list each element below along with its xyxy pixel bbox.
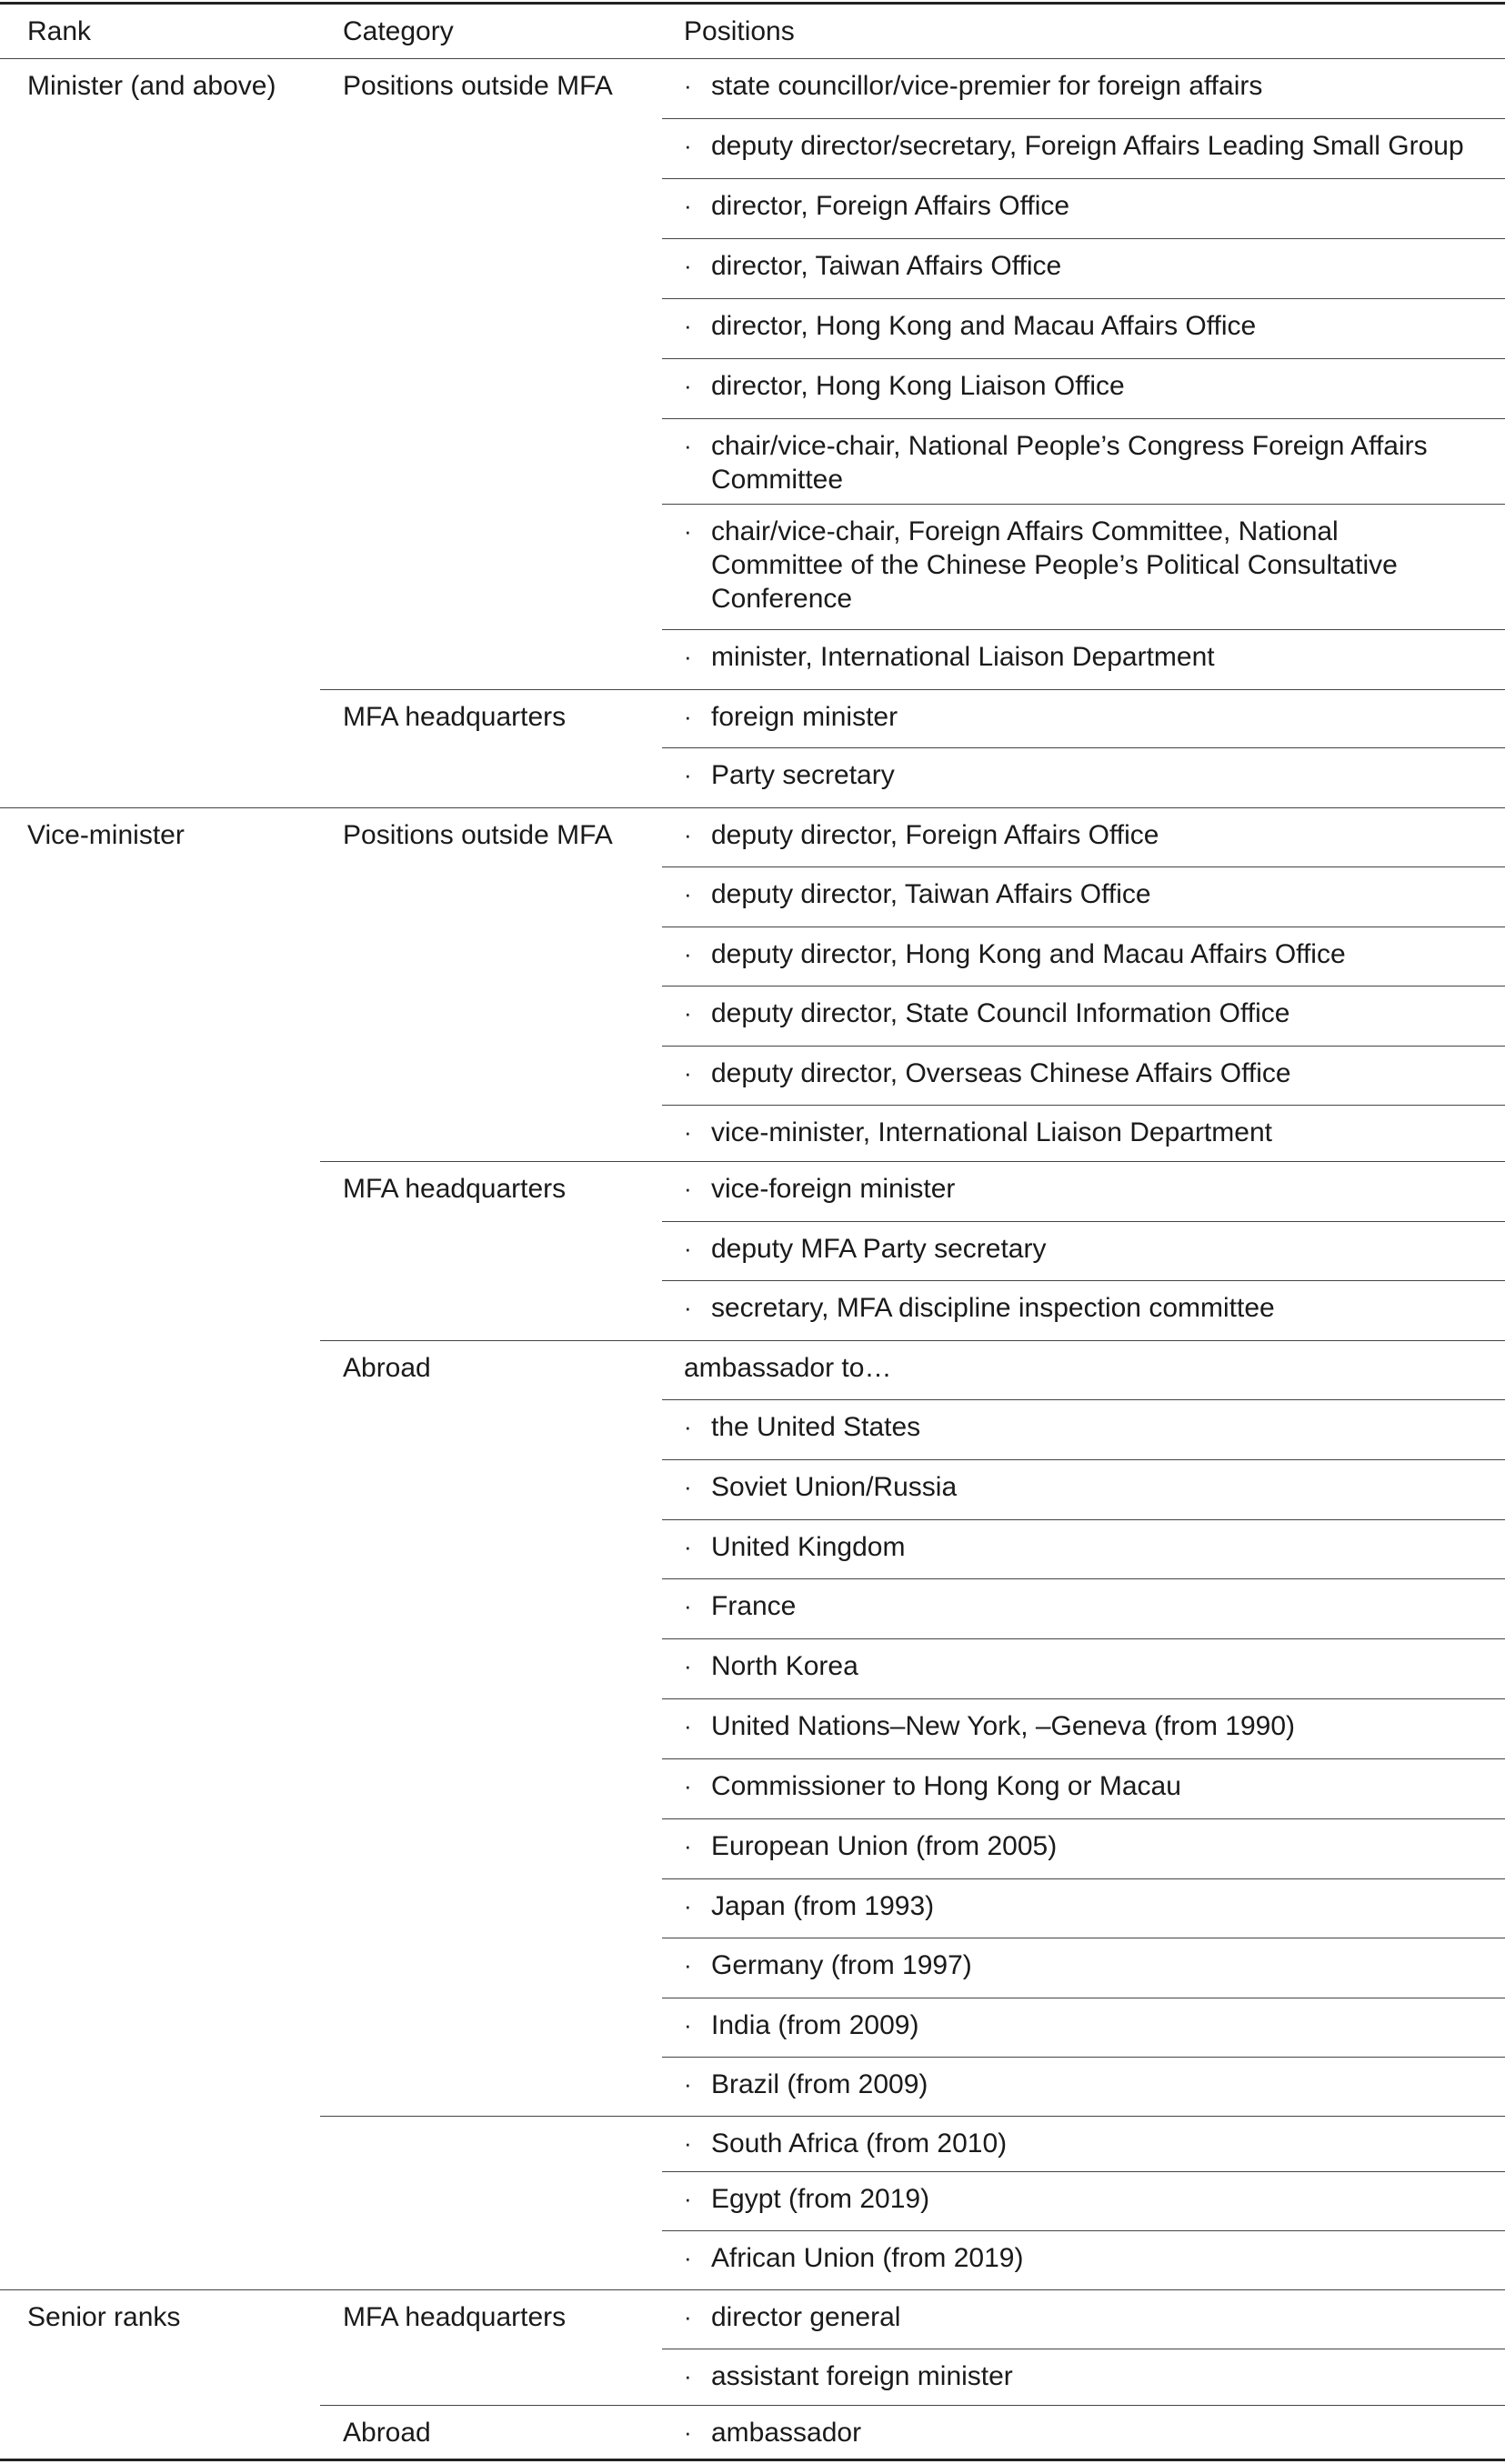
position-text: India (from 2009) <box>711 2010 919 2040</box>
bullet-marker: · <box>684 1592 692 1619</box>
position-text: European Union (from 2005) <box>711 1831 1058 1861</box>
rank-cell: Minister (and above) <box>27 71 276 101</box>
bullet-marker: · <box>684 192 692 219</box>
category-divider <box>320 689 1505 690</box>
bullet-marker: · <box>684 999 692 1027</box>
position-text: Brazil (from 2009) <box>711 2069 928 2099</box>
row-divider <box>662 2057 1505 2058</box>
position-text: assistant foreign minister <box>711 2361 1013 2391</box>
category-divider <box>320 2116 1505 2117</box>
row-divider <box>662 866 1505 867</box>
bullet-marker: · <box>684 517 692 545</box>
position-text: Conference <box>711 584 853 614</box>
bullet-marker: · <box>684 1892 692 1919</box>
category-divider <box>320 2405 1505 2406</box>
position-text: United Nations–New York, –Geneva (from 1990) <box>711 1711 1296 1741</box>
bullet-marker: · <box>684 72 692 99</box>
bullet-marker: · <box>684 761 692 788</box>
position-text: deputy director, Foreign Affairs Office <box>711 820 1159 850</box>
position-text: Japan (from 1993) <box>711 1891 935 1921</box>
row-divider <box>662 747 1505 748</box>
row-divider <box>662 986 1505 987</box>
position-text: director, Taiwan Affairs Office <box>711 251 1062 281</box>
row-divider <box>662 1758 1505 1759</box>
bullet-marker: · <box>684 1413 692 1440</box>
row-divider <box>662 1459 1505 1460</box>
bullet-marker: · <box>684 1294 692 1321</box>
category-cell: MFA headquarters <box>343 1174 567 1204</box>
rank-cell: Vice-minister <box>27 820 185 850</box>
position-text: chair/vice-chair, Foreign Affairs Committee, National <box>711 516 1339 546</box>
position-text: Party secretary <box>711 760 895 790</box>
bullet-marker: · <box>684 2303 692 2330</box>
bullet-marker: · <box>684 940 692 967</box>
row-divider <box>662 1280 1505 1281</box>
row-divider <box>662 1519 1505 1520</box>
bullet-marker: · <box>684 821 692 848</box>
position-text: director, Foreign Affairs Office <box>711 191 1070 221</box>
position-text: African Union (from 2019) <box>711 2243 1024 2273</box>
bullet-marker: · <box>684 372 692 399</box>
position-text: France <box>711 1591 797 1621</box>
row-divider <box>662 1818 1505 1819</box>
row-divider <box>662 1046 1505 1047</box>
header-positions: Positions <box>684 16 795 46</box>
position-text: vice-minister, International Liaison Department <box>711 1117 1272 1147</box>
row-divider <box>662 1399 1505 1400</box>
bullet-marker: · <box>684 1059 692 1087</box>
position-text: secretary, MFA discipline inspection committee <box>711 1293 1275 1323</box>
bullet-marker: · <box>684 1832 692 1859</box>
bullet-marker: · <box>684 2129 692 2157</box>
position-text: Commissioner to Hong Kong or Macau <box>711 1771 1181 1801</box>
position-text: the United States <box>711 1412 921 1442</box>
bullet-marker: · <box>684 2070 692 2098</box>
row-divider <box>662 358 1505 359</box>
category-cell: Positions outside MFA <box>343 820 613 850</box>
row-divider <box>662 118 1505 119</box>
position-text: deputy director, Overseas Chinese Affairs Office <box>711 1058 1291 1088</box>
rank-cell: Senior ranks <box>27 2302 181 2332</box>
bullet-marker: · <box>684 2244 692 2271</box>
position-text: Committee of the Chinese People’s Political Consultative <box>711 550 1398 580</box>
row-divider <box>662 1578 1505 1579</box>
row-divider <box>662 178 1505 179</box>
row-divider <box>662 1698 1505 1699</box>
bullet-marker: · <box>684 703 692 730</box>
bullet-marker: · <box>684 1652 692 1679</box>
position-text: foreign minister <box>711 702 898 732</box>
bullet-marker: · <box>684 1712 692 1739</box>
position-text: United Kingdom <box>711 1532 906 1562</box>
position-text: deputy director, Hong Kong and Macau Affairs Office <box>711 939 1346 969</box>
category-cell: Abroad <box>343 2418 431 2448</box>
category-cell: MFA headquarters <box>343 702 567 732</box>
category-cell: Positions outside MFA <box>343 71 613 101</box>
bullet-marker: · <box>684 2419 692 2446</box>
row-divider <box>662 1638 1505 1639</box>
bullet-marker: · <box>684 432 692 459</box>
row-divider <box>662 298 1505 299</box>
row-divider <box>662 1221 1505 1222</box>
bullet-marker: · <box>684 2011 692 2038</box>
bullet-marker: · <box>684 1772 692 1799</box>
bullet-marker: · <box>684 2362 692 2389</box>
row-divider <box>662 418 1505 419</box>
position-text: chair/vice-chair, National People’s Congress Foreign Affairs <box>711 431 1428 461</box>
position-text: deputy director/secretary, Foreign Affairs Leading Small Group <box>711 131 1464 161</box>
bullet-marker: · <box>684 1473 692 1500</box>
header-divider <box>0 58 1505 59</box>
position-text: North Korea <box>711 1651 858 1681</box>
position-text: ambassador to… <box>684 1353 892 1383</box>
bullet-marker: · <box>684 252 692 279</box>
row-divider <box>662 2171 1505 2172</box>
position-text: deputy director, Taiwan Affairs Office <box>711 879 1151 909</box>
position-text: state councillor/vice-premier for foreign affairs <box>711 71 1263 101</box>
position-text: director general <box>711 2302 901 2332</box>
table-bottom-border <box>0 2459 1505 2461</box>
row-divider <box>662 629 1505 630</box>
position-text: Germany (from 1997) <box>711 1950 972 1980</box>
bullet-marker: · <box>684 643 692 670</box>
bullet-marker: · <box>684 1533 692 1560</box>
bullet-marker: · <box>684 2185 692 2212</box>
position-text: Egypt (from 2019) <box>711 2184 930 2214</box>
bullet-marker: · <box>684 132 692 159</box>
position-text: vice-foreign minister <box>711 1174 956 1204</box>
category-cell: MFA headquarters <box>343 2302 567 2332</box>
category-divider <box>320 1340 1505 1341</box>
row-divider <box>662 1878 1505 1879</box>
position-text: deputy MFA Party secretary <box>711 1234 1047 1264</box>
position-text: ambassador <box>711 2418 862 2448</box>
row-divider <box>662 1105 1505 1106</box>
bullet-marker: · <box>684 1235 692 1262</box>
position-text: South Africa (from 2010) <box>711 2128 1008 2159</box>
position-text: director, Hong Kong and Macau Affairs Office <box>711 311 1257 341</box>
position-text: director, Hong Kong Liaison Office <box>711 371 1125 401</box>
table-top-border <box>0 2 1505 5</box>
bullet-marker: · <box>684 1951 692 1978</box>
row-divider <box>662 504 1505 505</box>
category-cell: Abroad <box>343 1353 431 1383</box>
bullet-marker: · <box>684 312 692 339</box>
position-text: minister, International Liaison Department <box>711 642 1215 672</box>
rank-divider <box>0 807 1505 808</box>
position-text: Soviet Union/Russia <box>711 1472 958 1502</box>
bullet-marker: · <box>684 1175 692 1202</box>
header-rank: Rank <box>27 16 92 46</box>
bullet-marker: · <box>684 1118 692 1146</box>
category-divider <box>320 1161 1505 1162</box>
bullet-marker: · <box>684 880 692 907</box>
position-text: Committee <box>711 465 844 495</box>
row-divider <box>662 238 1505 239</box>
row-divider <box>662 2230 1505 2231</box>
position-text: deputy director, State Council Information Office <box>711 998 1290 1028</box>
header-category: Category <box>343 16 454 46</box>
rank-divider <box>0 2289 1505 2290</box>
